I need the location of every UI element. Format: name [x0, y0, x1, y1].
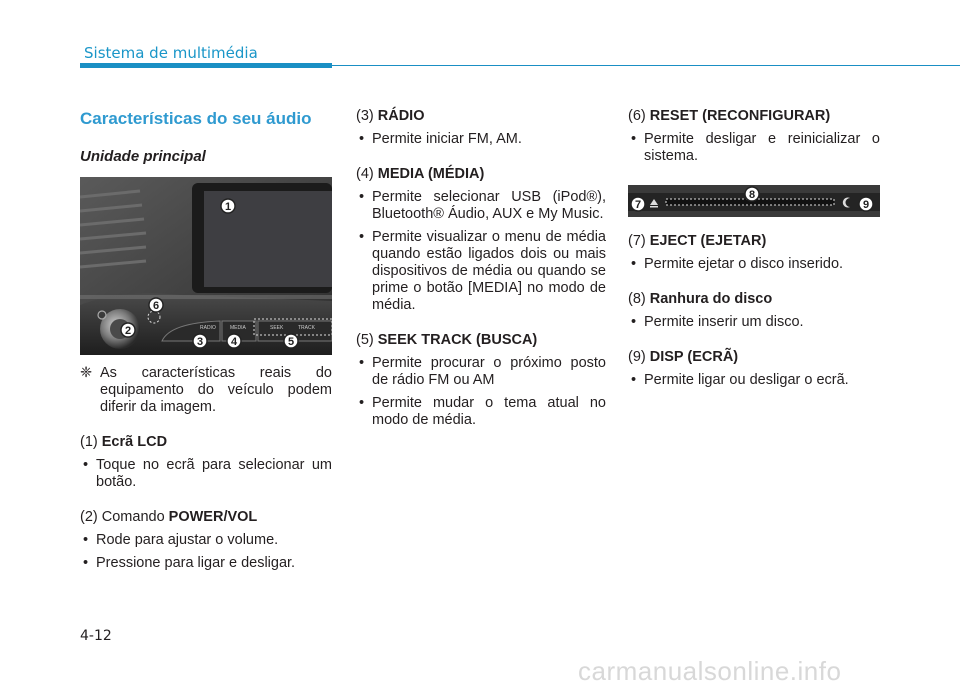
item-5-bullet-1: • Permite procurar o próximo posto de rádio FM ou AM: [356, 355, 606, 389]
column-3: [628, 108, 880, 389]
callout-7: [631, 197, 645, 211]
callout-2: [121, 323, 135, 337]
svg-text:3: 3: [196, 336, 204, 348]
column-1: [80, 108, 332, 572]
item-5-heading: (5) SEEK TRACK (BUSCA): [356, 332, 538, 348]
svg-text:7: 7: [634, 199, 642, 211]
item-8-heading: (8) Ranhura do disco: [628, 291, 773, 307]
item-4-bullet-1: • Permite selecionar USB (iPod®), Bluetooth® Áudio, AUX e My Music.: [356, 189, 606, 223]
track-button-label: TRACK: [298, 325, 315, 331]
note-symbol: ❈: [80, 365, 93, 381]
item-4-heading: (4) MEDIA (MÉDIA): [356, 166, 485, 182]
section-title: Características do seu áudio: [80, 109, 312, 128]
svg-text:4: 4: [230, 336, 238, 348]
head-unit-illustration: [80, 177, 332, 355]
callout-3: [193, 334, 207, 348]
callout-6: [149, 298, 163, 312]
watermark: carmanualsonline.info: [578, 656, 842, 686]
item-6-heading: (6) RESET (RECONFIGURAR): [628, 108, 831, 124]
head-unit-photo: [80, 177, 332, 355]
header-rule-thick: [80, 63, 332, 68]
radio-button-label: RADIO: [200, 325, 216, 331]
callout-4: [227, 334, 241, 348]
column-2: [356, 108, 606, 429]
svg-text:5: 5: [287, 336, 295, 348]
item-2-heading: (2) Comando POWER/VOL: [80, 509, 258, 525]
item-4-bullet-2: • Permite visualizar o menu de média quando estão ligados dois ou mais dispositivos de média ou quando se prime o botão [MEDIA] no modo de média.: [356, 229, 606, 314]
page-number: 4-12: [80, 628, 112, 644]
callout-1: [221, 199, 235, 213]
item-8-bullet-1: • Permite inserir um disco.: [628, 314, 880, 331]
item-9-heading: (9) DISP (ECRÃ): [628, 349, 739, 365]
item-2-bullet-2: • Pressione para ligar e desligar.: [80, 555, 332, 572]
item-9-bullet-1: • Permite ligar ou desligar o ecrã.: [628, 372, 880, 389]
note: [80, 365, 332, 416]
callout-9: [859, 197, 873, 211]
item-7-bullet-1: • Permite ejetar o disco inserido.: [628, 256, 880, 273]
item-6-bullet-1: • Permite desligar e reinicializar o sistema.: [628, 131, 880, 165]
cd-slot-illustration: [628, 185, 880, 217]
svg-text:2: 2: [124, 325, 132, 337]
item-1-bullet-1: • Toque no ecrã para selecionar um botão.: [80, 457, 332, 491]
note-text: As características reais do equipamento do veículo podem diferir da imagem.: [100, 365, 332, 415]
cd-slot-photo: [628, 185, 880, 217]
subsection-title: Unidade principal: [80, 148, 206, 165]
item-3-heading: (3) RÁDIO: [356, 108, 425, 124]
svg-text:6: 6: [152, 300, 160, 312]
seek-button-label: SEEK: [270, 325, 284, 331]
item-2-bullet-1: • Rode para ajustar o volume.: [80, 532, 332, 549]
item-5-bullet-2: • Permite mudar o tema atual no modo de média.: [356, 395, 606, 429]
media-button-label: MEDIA: [230, 325, 246, 331]
callout-5: [284, 334, 298, 348]
svg-text:9: 9: [862, 199, 870, 211]
header-rule-thin: [332, 65, 960, 66]
svg-text:8: 8: [748, 189, 756, 201]
svg-text:1: 1: [224, 201, 232, 213]
header-title: Sistema de multimédia: [84, 44, 258, 62]
item-1-heading: (1) Ecrã LCD: [80, 434, 168, 450]
item-3-bullet-1: • Permite iniciar FM, AM.: [356, 131, 606, 148]
item-7-heading: (7) EJECT (EJETAR): [628, 233, 767, 249]
callout-8: [745, 187, 759, 201]
